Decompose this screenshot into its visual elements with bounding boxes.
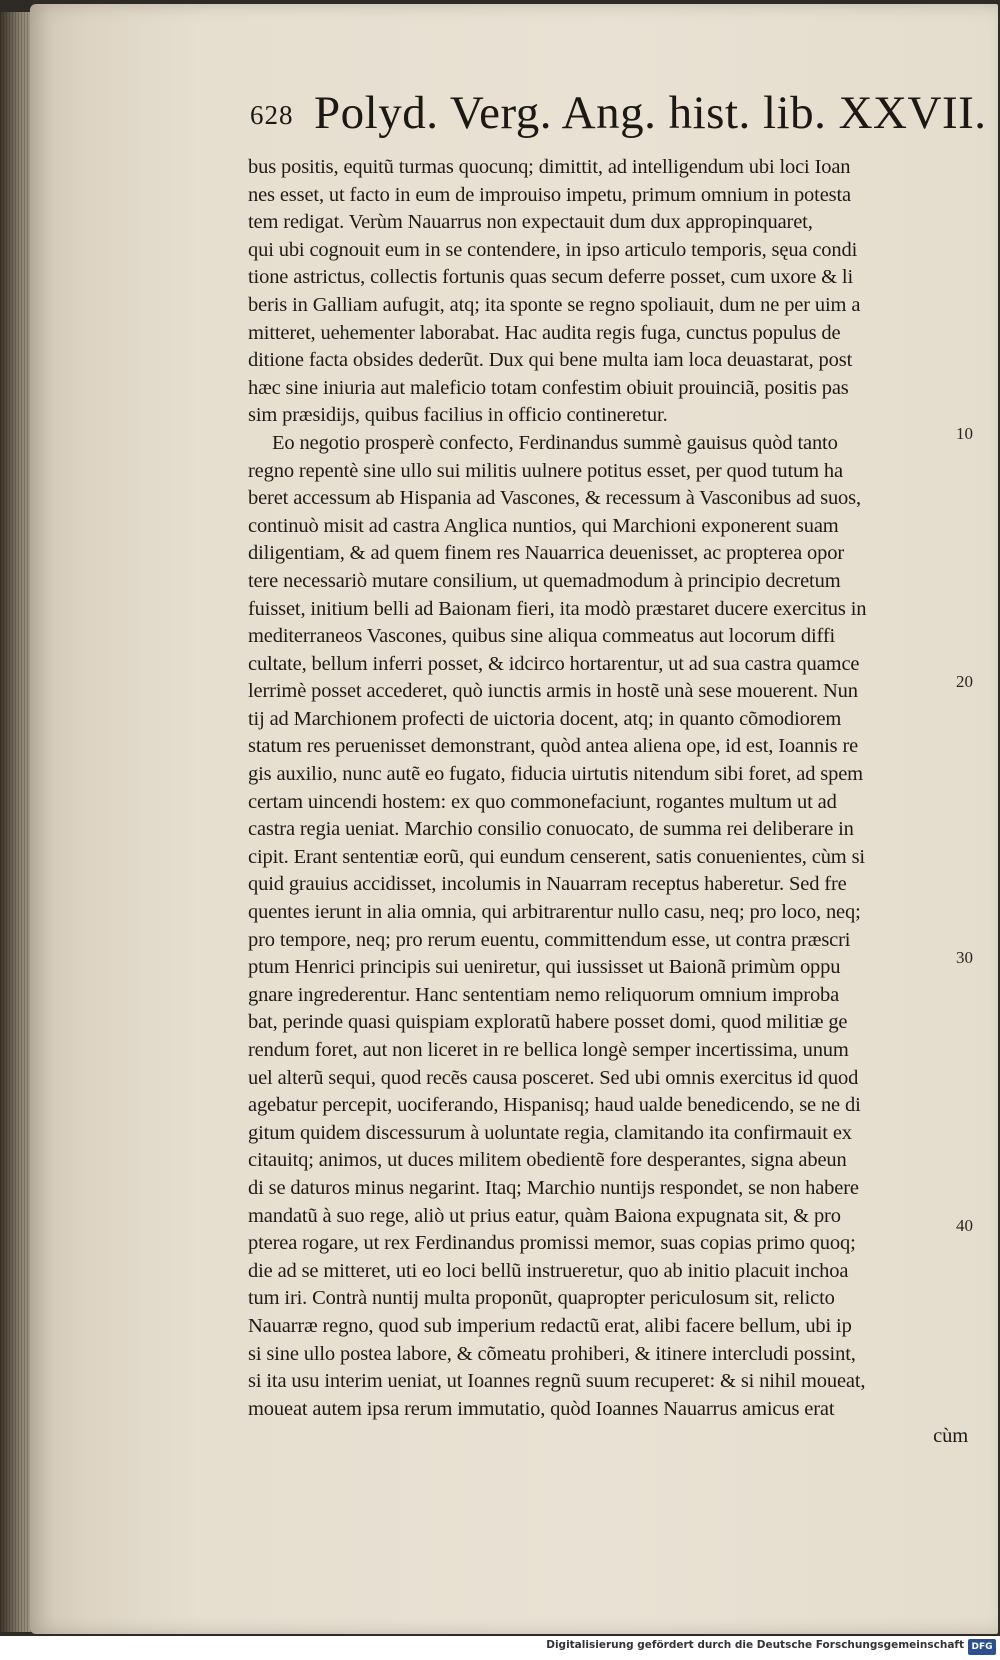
margin-line-number: 30 xyxy=(956,948,973,967)
text-line: regno repentè sine ullo sui militis uulnere potitus esset, per quod tutum ha xyxy=(248,459,843,482)
funding-credit: Digitalisierung gefördert durch die Deutsche Forschungsgemeinschaft xyxy=(546,1639,964,1651)
text-line: mediterraneos Vascones, quibus sine aliqua commeatus aut locorum diffi xyxy=(248,625,836,648)
text-line: quentes ierunt in alia omnia, qui arbitrarentur nullo casu, neq; pro loco, neq; xyxy=(248,901,861,924)
running-head xyxy=(250,87,987,150)
margin-line-number: 40 xyxy=(956,1216,973,1235)
text-line: tum iri. Contrà nuntij multa proponũt, quapropter periculosum sit, relicto xyxy=(248,1287,835,1310)
text-line: certam uincendi hostem: ex quo commonefaciunt, rogantes multum ut ad xyxy=(248,790,837,813)
page-title: Polyd. Verg. Ang. hist. lib. XXVII. xyxy=(314,87,987,139)
body-text xyxy=(248,154,978,1451)
text-line: di se daturos minus negarint. Itaq; Marchio nuntijs respondet, se non habere xyxy=(248,1176,859,1199)
text-line: citauitq; animos, ut duces militem obedientẽ fore desperantes, signa abeun xyxy=(248,1149,847,1172)
text-line: ptum Henrici principis sui ueniretur, qui iussisset ut Baionã primùm oppu xyxy=(248,956,841,979)
text-line: ditione facta obsides dederũt. Dux qui bene multa iam loca deuastarat, post xyxy=(248,349,853,372)
text-line: gitum quidem discessurum à uoluntate regia, clamitando ita confirmauit ex xyxy=(248,1121,852,1144)
page-edges xyxy=(0,12,34,1632)
text-line: beret accessum ab Hispania ad Vascones, & recessum à Vasconibus ad suos, xyxy=(248,487,861,510)
page-number: 628 xyxy=(250,100,294,130)
text-line: cultate, bellum inferri posset, & idcirco hortarentur, ut ad sua castra quamce xyxy=(248,652,860,675)
margin-line-number: 20 xyxy=(956,672,973,691)
page xyxy=(30,4,998,1634)
text-line: cipit. Erant sententiæ eorũ, qui eundum censerent, satis conuenientes, cùm si xyxy=(248,845,865,868)
text-line: lerrimè posset accederet, quò iunctis armis in hostẽ unà sese mouerent. Nun xyxy=(248,680,858,703)
text-line: continuò misit ad castra Anglica nuntios, qui Marchioni exponerent suam xyxy=(248,514,839,537)
text-line: Eo negotio prosperè confecto, Ferdinandus summè gauisus quòd tanto xyxy=(272,431,838,454)
text-line: si sine ullo postea labore, & cõmeatu prohiberi, & itinere intercludi possint, xyxy=(248,1342,856,1365)
text-line: tere necessariò mutare consilium, ut quemadmodum à principio decretum xyxy=(248,569,841,592)
text-line: fuisset, initium belli ad Baionam fieri, ita modò præstaret ducere exercitus in xyxy=(248,597,867,620)
text-line: diligentiam, & ad quem finem res Nauarrica deuenisset, ac propterea opor xyxy=(248,542,844,565)
text-line: gis auxilio, nunc autẽ eo fugato, fiducia uirtutis nitendum sibi foret, ad spem xyxy=(248,763,863,786)
text-line: statum res peruenisset demonstrant, quòd antea aliena ope, id est, Ioannis re xyxy=(248,735,859,758)
text-line: gnare ingrederentur. Hanc sententiam nemo reliquorum omnium improba xyxy=(248,983,840,1006)
text-line: beris in Galliam aufugit, atq; ita sponte se regno spoliauit, dum ne per uim a xyxy=(248,293,861,316)
text-line: die ad se mitteret, uti eo loci bellũ instrueretur, quo ab initio placuit inchoa xyxy=(248,1259,849,1282)
dfg-logo: DFG xyxy=(968,1639,996,1655)
text-line: mitteret, uehementer laborabat. Hac audita regis fuga, cunctus populus de xyxy=(248,321,841,344)
text-line: tij ad Marchionem profecti de uictoria docent, atq; in quanto cõmodiorem xyxy=(248,707,842,730)
text-line: tem redigat. Verùm Nauarrus non expectauit dum dux appropinquaret, xyxy=(248,211,813,234)
text-line: bat, perinde quasi quispiam exploratũ habere posset domi, quod militiæ ge xyxy=(248,1011,848,1034)
text-line: pro tempore, neq; pro rerum euentu, committendum esse, ut contra præscri xyxy=(248,928,851,951)
text-line: rendum foret, aut non liceret in re bellica longè semper incertissima, unum xyxy=(248,1039,849,1061)
text-line: hæc sine iniuria aut maleficio totam confestim obiuit prouinciã, positis pas xyxy=(248,376,849,399)
text-line: nes esset, ut facto in eum de improuiso impetu, primum omnium in potesta xyxy=(248,183,851,206)
text-line: qui ubi cognouit eum in se contendere, in ipso articulo temporis, sęua condi xyxy=(248,238,858,261)
text-line: Nauarræ regno, quod sub imperium redactũ erat, alibi facere bellum, ubi ip xyxy=(248,1314,852,1337)
catchword: cùm xyxy=(933,1425,968,1448)
text-line: uel alterũ sequi, quod recẽs causa posceret. Sed ubi omnis exercitus id quod xyxy=(248,1066,859,1089)
text-line: si ita usu interim ueniat, ut Ioannes regnũ suum recuperet: & si nihil moueat, xyxy=(248,1370,866,1393)
text-line: quid grauius accidisset, incolumis in Nauarram receptus haberetur. Sed fre xyxy=(248,873,847,896)
margin-line-number: 10 xyxy=(956,424,973,443)
text-line: tione astrictus, collectis fortunis quas secum deferre posset, cum uxore & li xyxy=(248,266,853,289)
text-line: agebatur percepit, uociferando, Hispanisq; haud ualde benedicendo, se ne di xyxy=(248,1094,861,1117)
text-line: pterea rogare, ut rex Ferdinandus promissi memor, suas copias primo quoq; xyxy=(248,1232,856,1255)
text-line: bus positis, equitũ turmas quocunq; dimittit, ad intelligendum ubi loci Ioan xyxy=(248,156,851,178)
footer-bar xyxy=(0,1636,1000,1660)
text-line: mandatũ à suo rege, aliò ut prius eatur, quàm Baiona expugnata sit, & pro xyxy=(248,1204,841,1227)
text-line: castra regia ueniat. Marchio consilio conuocato, de summa rei deliberare in xyxy=(248,818,854,841)
text-line: sim præsidijs, quibus facilius in officio contineretur. xyxy=(248,404,668,427)
text-line: moueat autem ipsa rerum immutatio, quòd Ioannes Nauarrus amicus erat xyxy=(248,1397,835,1420)
